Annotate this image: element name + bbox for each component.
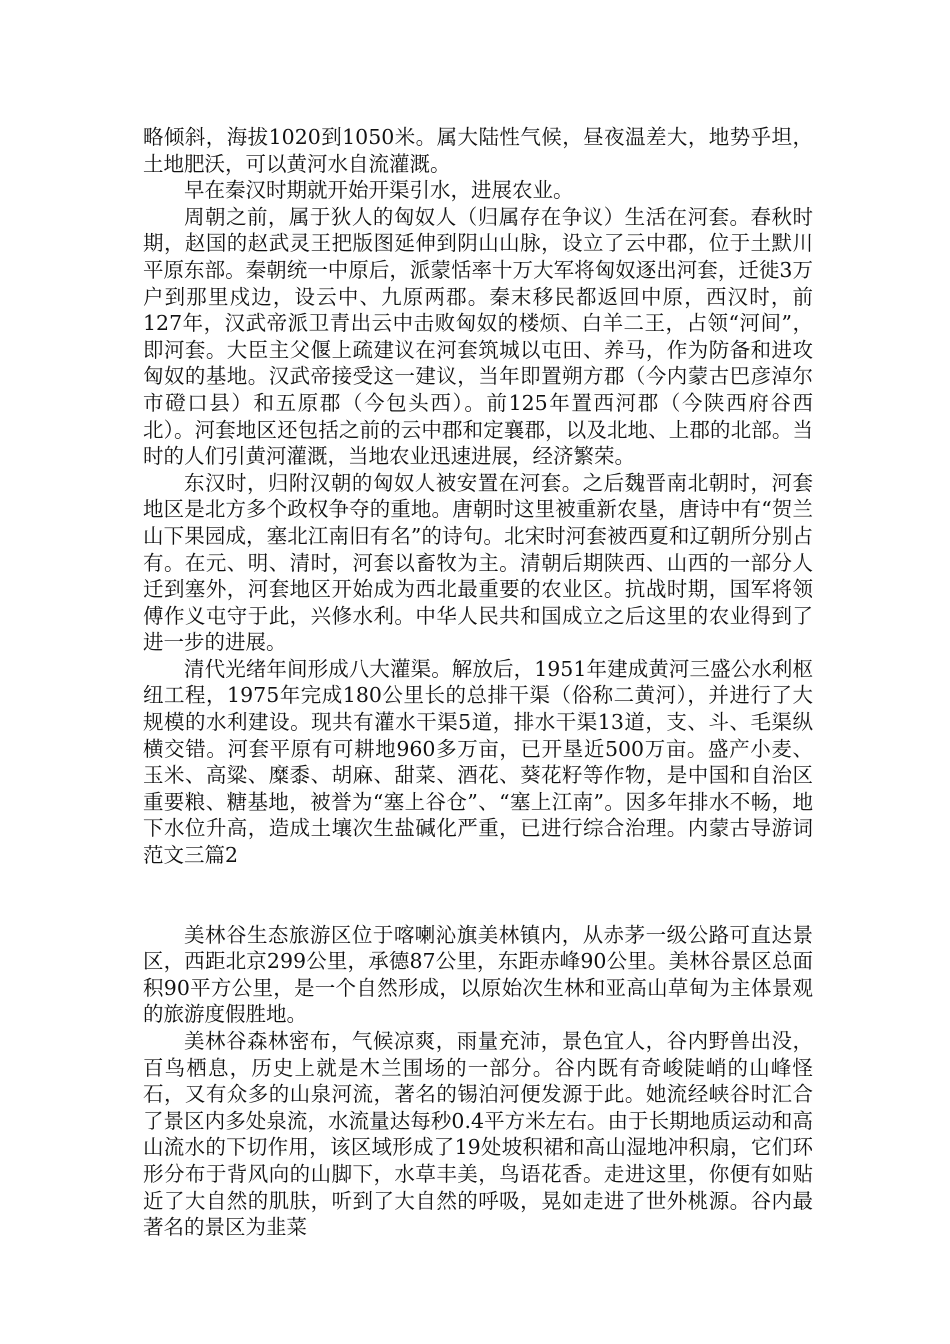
paragraph: 东汉时，归附汉朝的匈奴人被安置在河套。之后魏晋南北朝时，河套地区是北方多个政权争夺的重地。唐朝时这里被重新农垦，唐诗中有“贺兰山下果园成，塞北江南旧有名”的诗句。北宋时河套被西夏和辽朝所分别占有。在元、明、清时，河套以畜牧为主。清朝后期陕西、山西的一部分人迁到塞外，河套地区开始成为西北最重要的农业区。抗战时期，国军将领傅作义屯守于此，兴修水利。中华人民共和国成立之后这里的农业得到了进一步的进展。: [143, 470, 813, 655]
paragraph: 早在秦汉时期就开始开渠引水，进展农业。: [184, 178, 574, 203]
paragraph: 周朝之前，属于狄人的匈奴人（归属存在争议）生活在河套。春秋时期，赵国的赵武灵王把版图延伸到阴山山脉，设立了云中郡，位于土默川平原东部。秦朝统一中原后，派蒙恬率十万大军将匈奴逐出河套，迁徙3万户到那里戍边，设云中、九原两郡。秦末移民都返回中原，西汉时，前127年，汉武帝派卫青出云中击败匈奴的楼烦、白羊二王，占领“河间”，即河套。大臣主父偃上疏建议在河套筑城以屯田、养马，作为防备和进攻匈奴的基地。汉武帝接受这一建议，当年即置朔方郡（今内蒙古巴彦淖尔市磴口县）和五原郡（今包头西）。前125年置西河郡（今陕西府谷西北）。河套地区还包括之前的云中郡和定襄郡，以及北地、上郡的北部。当时的人们引黄河灌溉，当地农业迅速进展，经济繁荣。: [143, 204, 813, 469]
document-page: [143, 124, 813, 1241]
paragraph: 清代光绪年间形成八大灌渠。解放后，1951年建成黄河三盛公水利枢纽工程，1975年完成180公里长的总排干渠（俗称二黄河），并进行了大规模的水利建设。现共有灌水干渠5道，排水干渠13道，支、斗、毛渠纵横交错。河套平原有可耕地960多万亩，已开垦近500万亩。盛产小麦、玉米、高粱、糜黍、胡麻、甜菜、酒花、葵花籽等作物，是中国和自治区重要粮、糖基地，被誉为“塞上谷仓”、“塞上江南”。因多年排水不畅，地下水位升高，造成土壤次生盐碱化严重，已进行综合治理。内蒙古导游词范文三篇2: [143, 656, 813, 868]
paragraph: 美林谷森林密布，气候凉爽，雨量充沛，景色宜人，谷内野兽出没，百鸟栖息，历史上就是木兰围场的一部分。谷内既有奇峻陡峭的山峰怪石，又有众多的山泉河流，著名的锡泊河便发源于此。她流经峡谷时汇合了景区内多处泉流，水流量达每秒0.4平方米左右。由于长期地质运动和高山流水的下切作用，该区域形成了19处坡积裙和高山湿地冲积扇，它们环形分布于背风向的山脚下，水草丰美，鸟语花香。走进这里，你便有如贴近了大自然的肌肤，听到了大自然的呼吸，晃如走进了世外桃源。谷内最著名的景区为韭菜: [143, 1029, 813, 1240]
paragraph: 美林谷生态旅游区位于喀喇沁旗美林镇内，从赤茅一级公路可直达景区，西距北京299公里，承德87公里，东距赤峰90公里。美林谷景区总面积90平方公里，是一个自然形成，以原始次生林和亚高山草甸为主体景观的旅游度假胜地。: [143, 922, 813, 1027]
section-spacer: [143, 869, 813, 922]
paragraph-continued: 略倾斜，海拔1020到1050米。属大陆性气候，昼夜温差大，地势乎坦，土地肥沃，可以黄河水自流灌溉。: [143, 125, 813, 176]
